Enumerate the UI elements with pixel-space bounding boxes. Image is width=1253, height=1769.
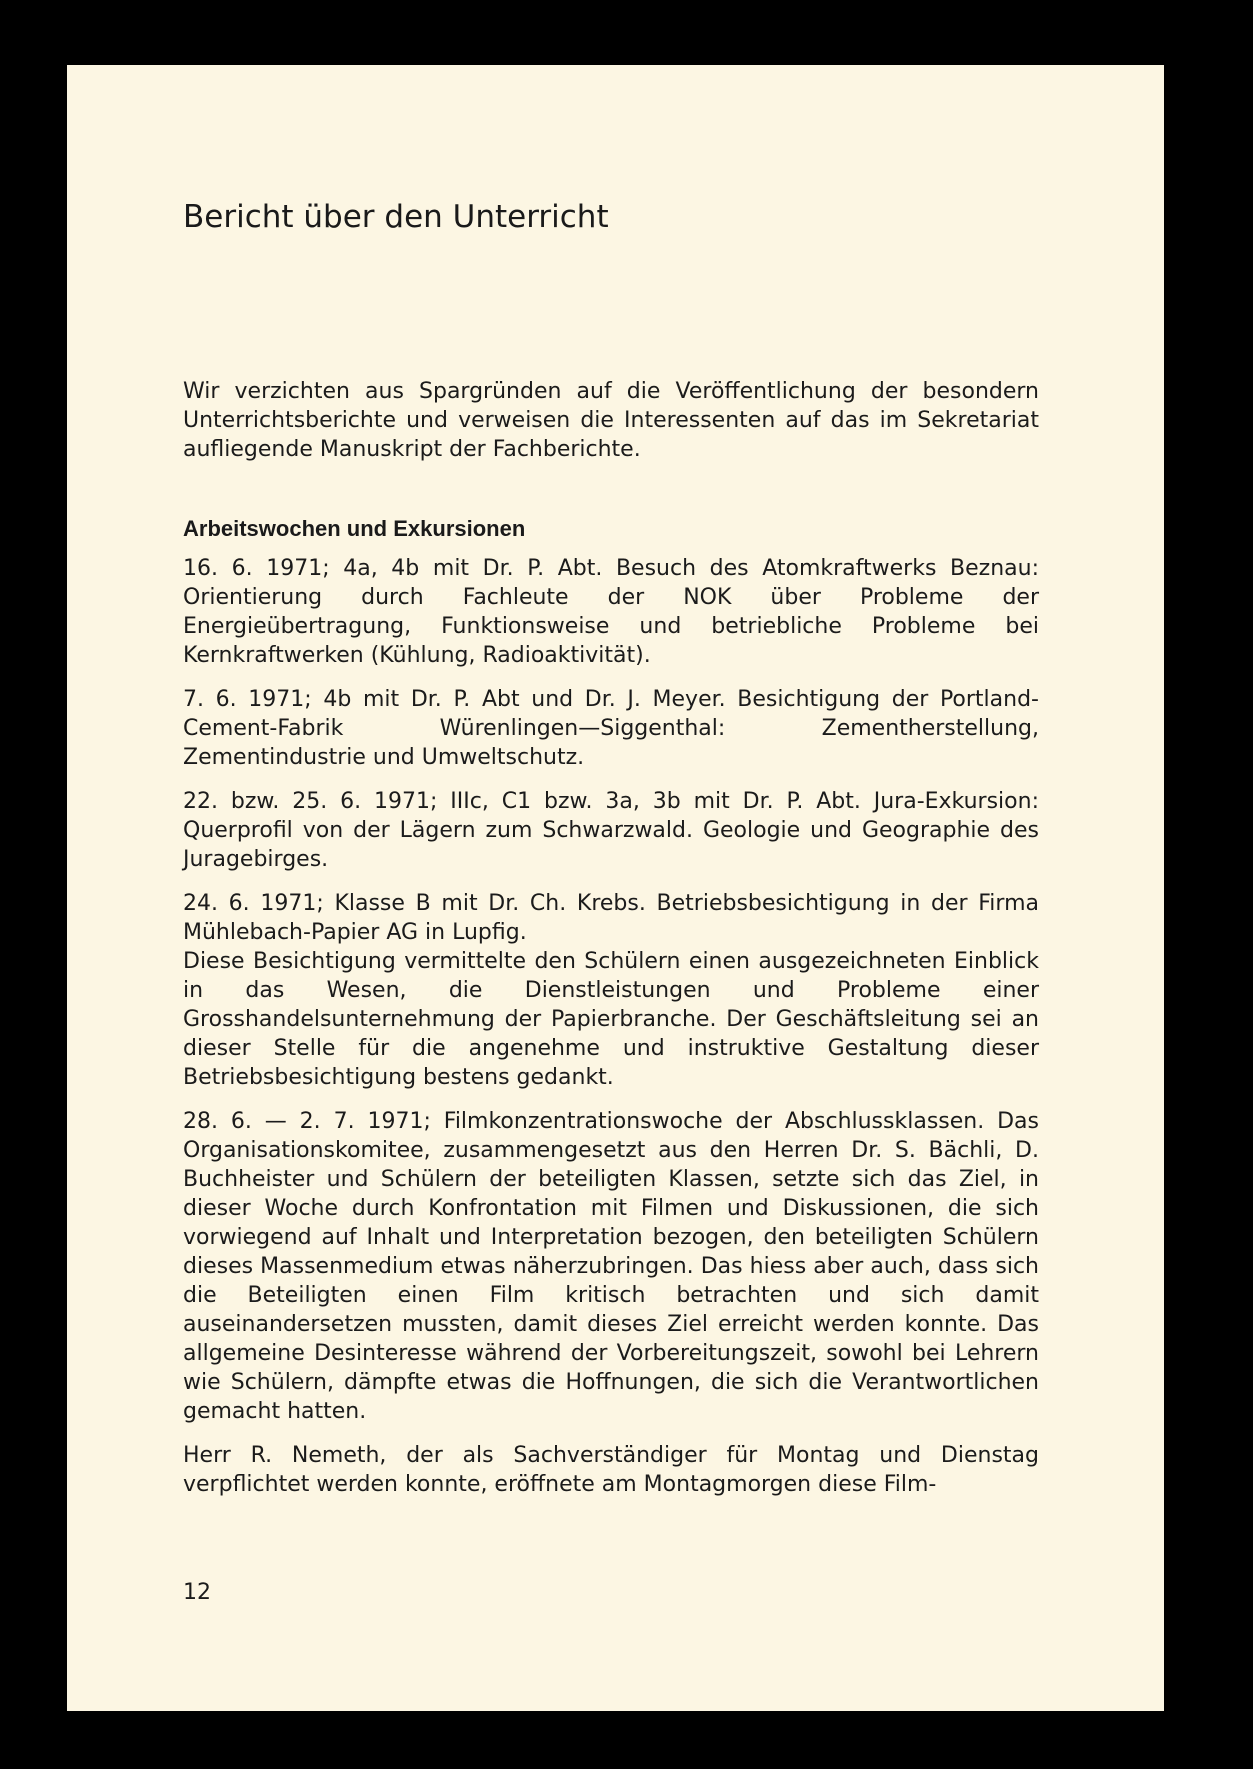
page-number: 12: [183, 1580, 211, 1605]
entry-portland-cement: 7. 6. 1971; 4b mit Dr. P. Abt und Dr. J. Meyer. Besichtigung der Portland-Cement-Fabrik Würenlingen—Siggenthal: Zementherstellung, Zementindustrie und Umweltschutz.: [183, 687, 1039, 770]
intro-paragraph: Wir verzichten aus Spargründen auf die Veröffentlichung der besondern Unterrichtsberichte und verweisen die Interessenten auf das im Sekretariat aufliegende Manuskript der Fachberichte.: [183, 379, 1039, 462]
entry-nemeth: Herr R. Nemeth, der als Sachverständiger für Montag und Dienstag verpflichtet werden konnte, eröffnete am Montagmorgen diese Film-: [183, 1443, 1039, 1497]
entry-muehlebach-papier: 24. 6. 1971; Klasse B mit Dr. Ch. Krebs. Betriebsbesichtigung in der Firma Mühlebach-Papier AG in Lupfig.: [183, 891, 1039, 945]
entry-beznau: 16. 6. 1971; 4a, 4b mit Dr. P. Abt. Besuch des Atomkraftwerks Beznau: Orientierung durch Fachleute der NOK über Probleme der Energieübertragung, Funktionsweise und betriebliche Probleme bei Kernkraftwerken (Kühlung, Radioaktivität).: [183, 556, 1039, 668]
entry-jura-exkursion: 22. bzw. 25. 6. 1971; IIIc, C1 bzw. 3a, 3b mit Dr. P. Abt. Jura-Exkursion: Querprofil von der Lägern zum Schwarzwald. Geologie und Geographie des Juragebirges.: [183, 789, 1039, 872]
document-page: [67, 65, 1164, 1711]
page-title: Bericht über den Unterricht: [183, 199, 609, 235]
intro-block: [183, 377, 1039, 464]
entry-muehlebach-details: Diese Besichtigung vermittelte den Schülern einen ausgezeichneten Einblick in das Wesen, die Dienstleistungen und Probleme einer Grosshandelsunternehmung der Papierbranche. Der Geschäftsleitung sei an dieser Stelle für die angenehme und instruktive Gestaltung dieser Betriebsbesichtigung bestens gedankt.: [183, 949, 1039, 1090]
entry-filmwoche: 28. 6. — 2. 7. 1971; Filmkonzentrationswoche der Abschlussklassen. Das Organisationskomitee, zusammengesetzt aus den Herren Dr. S. Bächli, D. Buchheister und Schülern der beteiligten Klassen, setzte sich das Ziel, in dieser Woche durch Konfrontation mit Filmen und Diskussionen, die sich vorwiegend auf Inhalt und Interpretation bezogen, den beteiligten Schülern dieses Massenmedium etwas näherzubringen. Das hiess aber auch, dass sich die Beteiligten einen Film kritisch betrachten und sich damit auseinandersetzen mussten, damit dieses Ziel erreicht werden konnte. Das allgemeine Desinteresse während der Vorbereitungszeit, sowohl bei Lehrern wie Schülern, dämpfte etwas die Hoffnungen, die sich die Verantwortlichen gemacht hatten.: [183, 1109, 1039, 1424]
section-heading: Arbeitswochen und Exkursionen: [183, 516, 526, 541]
entries-list: [183, 554, 1039, 1499]
